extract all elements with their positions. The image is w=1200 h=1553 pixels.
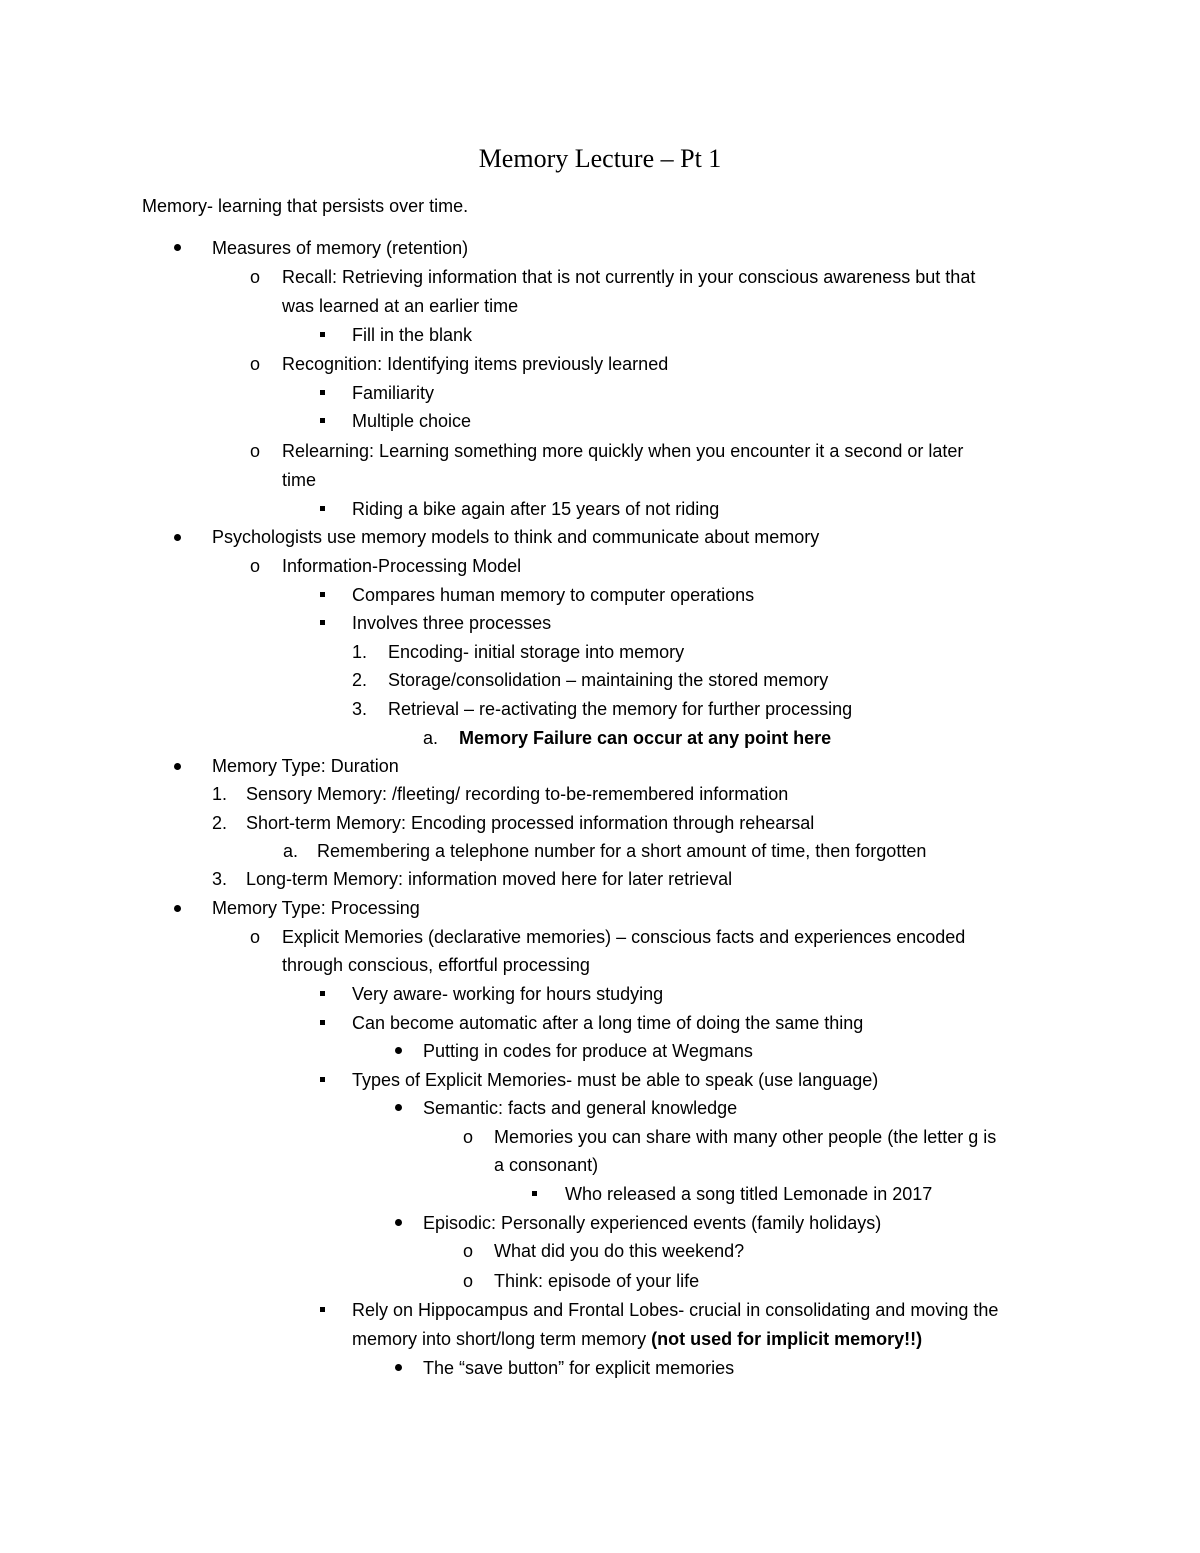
list-item: Encoding- initial storage into memory (388, 642, 685, 662)
list-marker: 1. (352, 642, 368, 662)
list-item: Information-Processing Model (282, 556, 522, 576)
bullet-dot-icon (174, 763, 181, 770)
list-item: Recall: Retrieving information that is not currently in your conscious awareness but that (282, 267, 976, 287)
list-marker: 2. (212, 813, 228, 833)
list-item: Very aware- working for hours studying (352, 984, 664, 1004)
bullet-dot-icon (174, 534, 181, 541)
list-item: Memory Type: Processing (212, 898, 420, 918)
bullet-dot-icon (395, 1104, 402, 1111)
bullet-square-icon (320, 1020, 325, 1025)
list-item-emphasis: (not used for implicit memory!!) (651, 1329, 923, 1349)
list-marker: o (250, 556, 261, 576)
bullet-square-icon (320, 592, 325, 597)
list-item: Sensory Memory: /fleeting/ recording to-be-remembered information (246, 784, 789, 804)
list-item-continuation: time (282, 470, 317, 490)
list-item: Relearning: Learning something more quickly when you encounter it a second or later (282, 441, 964, 461)
list-item: Who released a song titled Lemonade in 2017 (565, 1184, 933, 1204)
list-marker: a. (423, 728, 439, 748)
list-item: What did you do this weekend? (494, 1241, 745, 1261)
bullet-square-icon (320, 620, 325, 625)
list-marker: o (250, 354, 261, 374)
list-item: Psychologists use memory models to think and communicate about memory (212, 527, 820, 547)
list-marker: 1. (212, 784, 228, 804)
bullet-square-icon (320, 390, 325, 395)
bullet-square-icon (320, 1077, 325, 1082)
list-marker: 3. (352, 699, 368, 719)
list-marker: 2. (352, 670, 368, 690)
bullet-dot-icon (395, 1219, 402, 1226)
list-item: Fill in the blank (352, 325, 473, 345)
list-item-continuation (352, 1326, 922, 1352)
list-item: Familiarity (352, 383, 435, 403)
bullet-square-icon (320, 1307, 325, 1312)
list-item-continuation: a consonant) (494, 1155, 599, 1175)
list-marker: o (463, 1127, 474, 1147)
list-item: Memories you can share with many other people (the letter g is (494, 1127, 997, 1147)
list-item: Multiple choice (352, 411, 472, 431)
list-item-continuation: through conscious, effortful processing (282, 955, 590, 975)
list-item: Semantic: facts and general knowledge (423, 1098, 738, 1118)
list-item: Short-term Memory: Encoding processed information through rehearsal (246, 813, 815, 833)
list-item: Remembering a telephone number for a short amount of time, then forgotten (317, 841, 927, 861)
bullet-dot-icon (395, 1047, 402, 1054)
bullet-square-icon (320, 332, 325, 337)
list-item: Storage/consolidation – maintaining the stored memory (388, 670, 829, 690)
bullet-square-icon (320, 991, 325, 996)
bullet-dot-icon (395, 1364, 402, 1371)
list-item: Involves three processes (352, 613, 552, 633)
intro-definition: Memory- learning that persists over time. (142, 196, 469, 216)
list-item: Long-term Memory: information moved here for later retrieval (246, 869, 733, 889)
list-marker: 3. (212, 869, 228, 889)
bullet-dot-icon (174, 244, 181, 251)
list-item: Measures of memory (retention) (212, 238, 469, 258)
list-item: Can become automatic after a long time of doing the same thing (352, 1013, 864, 1033)
list-item-text: memory into short/long term memory (352, 1329, 647, 1349)
bullet-square-icon (320, 506, 325, 511)
list-item: Recognition: Identifying items previously learned (282, 354, 669, 374)
list-marker: o (250, 927, 261, 947)
list-item: Types of Explicit Memories- must be able to speak (use language) (352, 1070, 879, 1090)
list-item: Retrieval – re-activating the memory for further processing (388, 699, 853, 719)
list-marker: o (250, 267, 261, 287)
bullet-square-icon (320, 418, 325, 423)
list-item-continuation: was learned at an earlier time (282, 296, 519, 316)
list-item: Riding a bike again after 15 years of not riding (352, 499, 720, 519)
list-item: Explicit Memories (declarative memories) – conscious facts and experiences encoded (282, 927, 966, 947)
page-title: Memory Lecture – Pt 1 (478, 144, 722, 173)
list-item: Compares human memory to computer operations (352, 585, 755, 605)
bullet-square-icon (532, 1191, 537, 1196)
list-item-emphasis: Memory Failure can occur at any point here (459, 728, 832, 748)
list-item: Think: episode of your life (494, 1271, 700, 1291)
list-item: The “save button” for explicit memories (423, 1358, 735, 1378)
list-marker: a. (283, 841, 299, 861)
bullet-dot-icon (174, 905, 181, 912)
list-item: Episodic: Personally experienced events (family holidays) (423, 1213, 882, 1233)
list-item: Memory Type: Duration (212, 756, 399, 776)
list-marker: o (250, 441, 261, 461)
list-marker: o (463, 1271, 474, 1291)
list-marker: o (463, 1241, 474, 1261)
list-item: Rely on Hippocampus and Frontal Lobes- crucial in consolidating and moving the (352, 1300, 999, 1320)
list-item: Putting in codes for produce at Wegmans (423, 1041, 753, 1061)
